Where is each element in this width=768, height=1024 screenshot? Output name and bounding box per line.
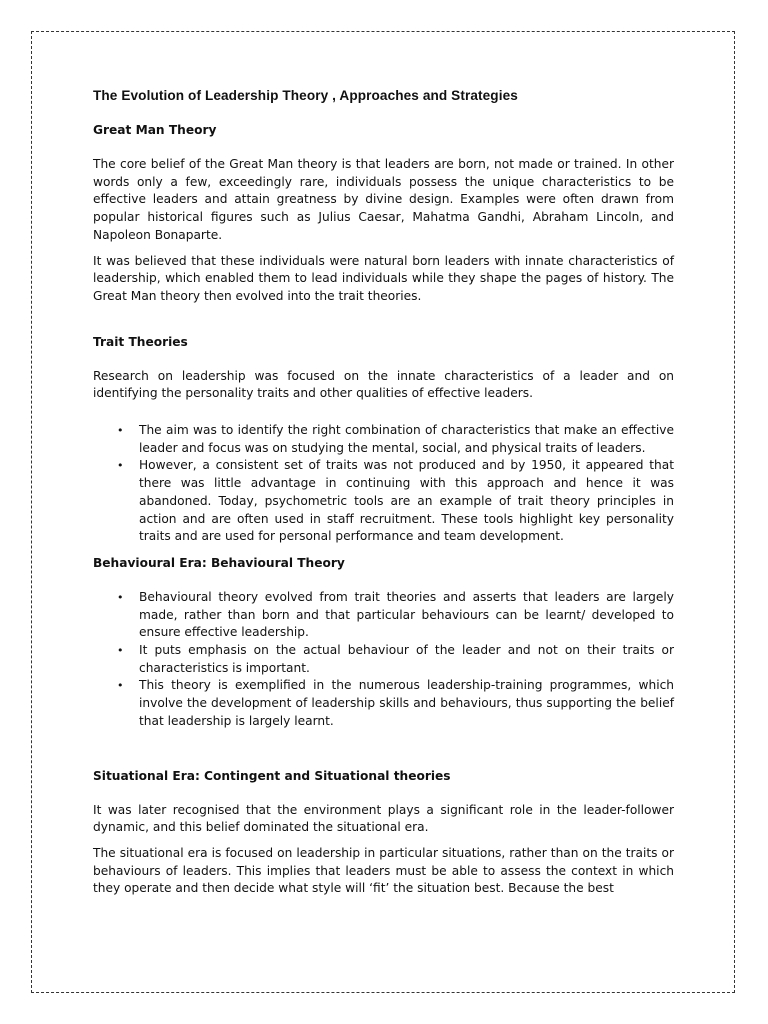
great-man-paragraph-2: It was believed that these individuals were natural born leaders with innate characteristics of leadership, which enabled them to lead individuals while they shape the pages of history. The Great Man theory then evolved into the trait theories. bbox=[93, 253, 674, 303]
list-item: • Behavioural theory evolved from trait theories and asserts that leaders are largely made, rather than born and that particular behaviours can be learnt/ developed to ensure effective leadership. bbox=[117, 589, 674, 640]
section-heading-trait: Trait Theories bbox=[93, 334, 188, 349]
list-item: • The aim was to identify the right combination of characteristics that make an effective leader and focus was on studying the mental, social, and physical traits of leaders. bbox=[117, 423, 674, 455]
behavioural-bullet-list bbox=[93, 589, 674, 731]
list-item: • However, a consistent set of traits was not produced and by 1950, it appeared that there was little advantage in continuing with this approach and hence it was abandoned. Today, psychometric tools are an example of trait theory principles in action and are often used in staff recruitment. These tools highlight key personality traits and are used for personal performance and team development. bbox=[117, 458, 674, 544]
section-heading-great-man: Great Man Theory bbox=[93, 123, 217, 137]
section-heading-behavioural: Behavioural Era: Behavioural Theory bbox=[93, 555, 345, 570]
document-title: The Evolution of Leadership Theory , Approaches and Strategies bbox=[93, 88, 518, 103]
trait-bullet-list bbox=[93, 422, 674, 546]
bullet-icon: • bbox=[117, 679, 124, 693]
bullet-icon: • bbox=[117, 459, 124, 473]
situational-paragraph-1: It was later recognised that the environment plays a significant role in the leader-follower dynamic, and this belief dominated the situational era. bbox=[93, 802, 674, 835]
great-man-paragraph-1: The core belief of the Great Man theory is that leaders are born, not made or trained. In other words only a few, exceedingly rare, individuals possess the unique characteristics to be effective leaders and attain greatness by divine design. Examples were often drawn from popular historical figures such as Julius Caesar, Mahatma Gandhi, Abraham Lincoln, and Napoleon Bonaparte. bbox=[93, 157, 674, 242]
bullet-icon: • bbox=[117, 590, 124, 604]
situational-paragraph-2: The situational era is focused on leadership in particular situations, rather than on the traits or behaviours of leaders. This implies that leaders must be able to assess the context in which they operate and then decide what style will ‘fit’ the situation best. Because the best bbox=[93, 845, 674, 896]
bullet-icon: • bbox=[117, 644, 124, 658]
list-item: • This theory is exemplified in the numerous leadership-training programmes, which involve the development of leadership skills and behaviours, thus supporting the belief that leadership is largely learnt. bbox=[117, 678, 674, 728]
list-item: • It puts emphasis on the actual behaviour of the leader and not on their traits or characteristics is important. bbox=[117, 643, 674, 675]
section-heading-situational: Situational Era: Contingent and Situational theories bbox=[93, 768, 451, 783]
document-body bbox=[93, 86, 674, 898]
bullet-icon: • bbox=[117, 424, 124, 438]
trait-paragraph-1: Research on leadership was focused on the innate characteristics of a leader and on identifying the personality traits and other qualities of effective leaders. bbox=[93, 368, 674, 401]
